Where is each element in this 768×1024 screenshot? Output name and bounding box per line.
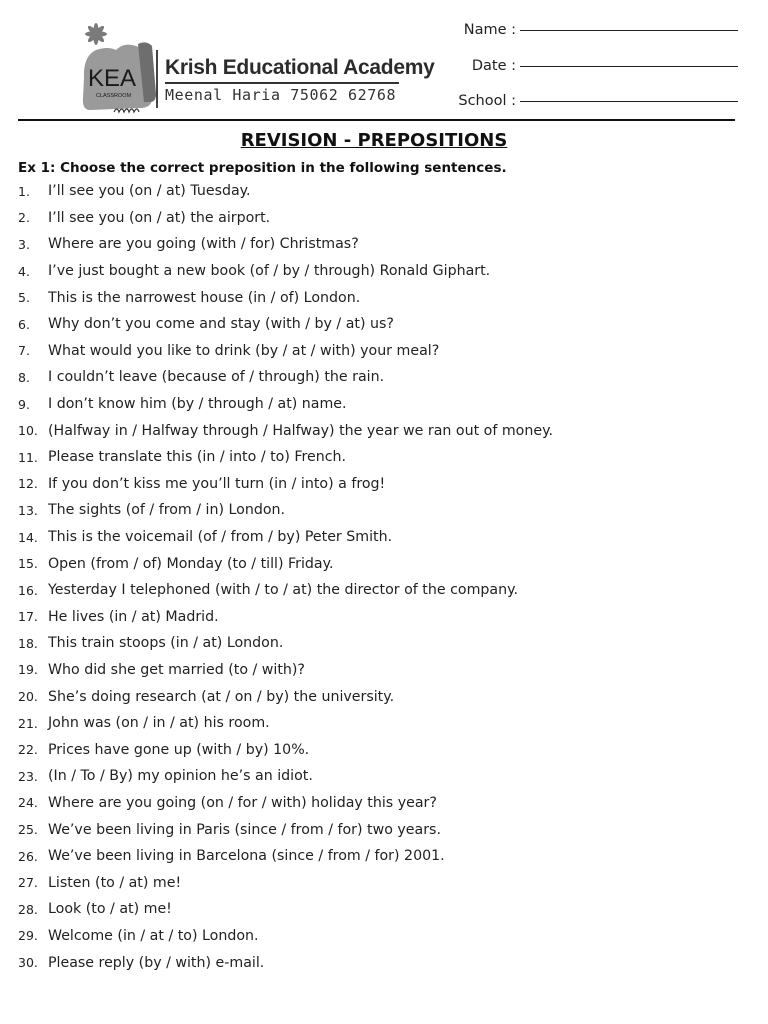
question-text: John was (on / in / at) his room. xyxy=(48,715,270,732)
question-text: Yesterday I telephoned (with / to / at) the director of the company. xyxy=(48,582,518,599)
question-item xyxy=(18,843,553,870)
worksheet-title: REVISION - PREPOSITIONS xyxy=(240,130,508,151)
question-text: This is the narrowest house (in / of) London. xyxy=(48,289,361,306)
question-number: 10. xyxy=(18,423,38,439)
question-item xyxy=(18,763,553,790)
question-number: 9. xyxy=(18,396,30,412)
question-number: 6. xyxy=(18,316,30,332)
question-number: 14. xyxy=(18,529,38,545)
question-item xyxy=(18,178,553,205)
question-item xyxy=(18,311,553,338)
date-field[interactable] xyxy=(472,58,738,74)
question-item xyxy=(18,550,553,577)
question-list xyxy=(18,178,553,976)
question-number: 13. xyxy=(18,502,38,518)
academy-contact: Meenal Haria 75062 62768 xyxy=(165,86,397,104)
question-text: I’ll see you (on / at) the airport. xyxy=(48,209,271,226)
question-number: 1. xyxy=(18,183,30,199)
question-text: (Halfway in / Halfway through / Halfway) the year we ran out of money. xyxy=(48,422,553,439)
question-text: Open (from / of) Monday (to / till) Friday. xyxy=(48,555,334,572)
question-item xyxy=(18,391,553,418)
question-number: 17. xyxy=(18,609,38,625)
date-blank[interactable] xyxy=(520,66,738,67)
question-item xyxy=(18,205,553,232)
question-text: I don’t know him (by / through / at) name. xyxy=(48,396,347,413)
question-number: 21. xyxy=(18,715,38,731)
logo-subtext: CLASSROOM xyxy=(96,93,132,99)
worksheet-header xyxy=(0,0,768,122)
question-number: 29. xyxy=(18,928,38,944)
question-item xyxy=(18,710,553,737)
school-label: School : xyxy=(458,93,516,109)
question-item xyxy=(18,949,553,976)
question-number: 22. xyxy=(18,742,38,758)
question-number: 5. xyxy=(18,290,30,306)
question-number: 3. xyxy=(18,236,30,252)
question-text: Please translate this (in / into / to) French. xyxy=(48,449,347,466)
question-item xyxy=(18,524,553,551)
question-number: 28. xyxy=(18,901,38,917)
academy-name: Krish Educational Academy xyxy=(165,56,435,79)
name-blank[interactable] xyxy=(520,30,738,31)
question-number: 30. xyxy=(18,955,38,971)
question-text: This is the voicemail (of / from / by) Peter Smith. xyxy=(48,529,393,546)
question-item xyxy=(18,577,553,604)
question-text: I’ve just bought a new book (of / by / through) Ronald Giphart. xyxy=(48,263,491,280)
question-text: We’ve been living in Paris (since / from / for) two years. xyxy=(48,821,441,838)
academy-logo xyxy=(80,20,164,120)
question-number: 8. xyxy=(18,369,30,385)
question-item xyxy=(18,471,553,498)
question-item xyxy=(18,497,553,524)
question-number: 18. xyxy=(18,635,38,651)
question-text: We’ve been living in Barcelona (since / from / for) 2001. xyxy=(48,848,445,865)
question-text: Look (to / at) me! xyxy=(48,901,172,918)
question-item xyxy=(18,816,553,843)
exercise-instruction: Ex 1: Choose the correct preposition in the following sentences. xyxy=(18,160,507,176)
question-item xyxy=(18,417,553,444)
question-text: Please reply (by / with) e-mail. xyxy=(48,954,265,971)
question-number: 26. xyxy=(18,848,38,864)
question-number: 4. xyxy=(18,263,30,279)
question-text: She’s doing research (at / on / by) the university. xyxy=(48,688,395,705)
question-text: This train stoops (in / at) London. xyxy=(48,635,284,652)
question-text: What would you like to drink (by / at / with) your meal? xyxy=(48,342,440,359)
question-text: Where are you going (with / for) Christmas? xyxy=(48,236,359,253)
header-divider xyxy=(156,50,158,108)
question-text: I couldn’t leave (because of / through) the rain. xyxy=(48,369,385,386)
question-number: 24. xyxy=(18,795,38,811)
question-text: Listen (to / at) me! xyxy=(48,874,182,891)
question-text: Who did she get married (to / with)? xyxy=(48,661,305,678)
question-number: 12. xyxy=(18,476,38,492)
question-number: 7. xyxy=(18,343,30,359)
question-item xyxy=(18,604,553,631)
question-number: 23. xyxy=(18,768,38,784)
question-item xyxy=(18,923,553,950)
question-text: I’ll see you (on / at) Tuesday. xyxy=(48,183,251,200)
logo-text: KEA xyxy=(88,65,137,92)
question-number: 11. xyxy=(18,449,38,465)
academy-underline xyxy=(165,82,399,84)
question-text: The sights (of / from / in) London. xyxy=(48,502,286,519)
question-item xyxy=(18,683,553,710)
question-item xyxy=(18,630,553,657)
question-number: 19. xyxy=(18,662,38,678)
school-blank[interactable] xyxy=(520,101,738,102)
question-item xyxy=(18,364,553,391)
name-label: Name : xyxy=(463,22,516,38)
question-number: 16. xyxy=(18,582,38,598)
question-item xyxy=(18,869,553,896)
question-item xyxy=(18,338,553,365)
question-number: 25. xyxy=(18,822,38,838)
header-rule xyxy=(18,119,735,121)
question-text: Prices have gone up (with / by) 10%. xyxy=(48,741,310,758)
question-item xyxy=(18,258,553,285)
school-field[interactable] xyxy=(458,93,738,109)
question-text: He lives (in / at) Madrid. xyxy=(48,608,219,625)
question-number: 27. xyxy=(18,875,38,891)
question-text: Where are you going (on / for / with) holiday this year? xyxy=(48,794,437,811)
question-item xyxy=(18,231,553,258)
question-item xyxy=(18,736,553,763)
question-text: (In / To / By) my opinion he’s an idiot. xyxy=(48,768,313,785)
question-item xyxy=(18,790,553,817)
question-number: 2. xyxy=(18,210,30,226)
question-text: Welcome (in / at / to) London. xyxy=(48,927,259,944)
date-label: Date : xyxy=(471,58,516,74)
question-text: If you don’t kiss me you’ll turn (in / into) a frog! xyxy=(48,475,386,492)
question-text: Why don’t you come and stay (with / by / at) us? xyxy=(48,316,394,333)
question-item xyxy=(18,657,553,684)
question-number: 20. xyxy=(18,689,38,705)
question-item xyxy=(18,896,553,923)
question-item xyxy=(18,284,553,311)
question-number: 15. xyxy=(18,556,38,572)
name-field[interactable] xyxy=(464,22,738,38)
question-item xyxy=(18,444,553,471)
